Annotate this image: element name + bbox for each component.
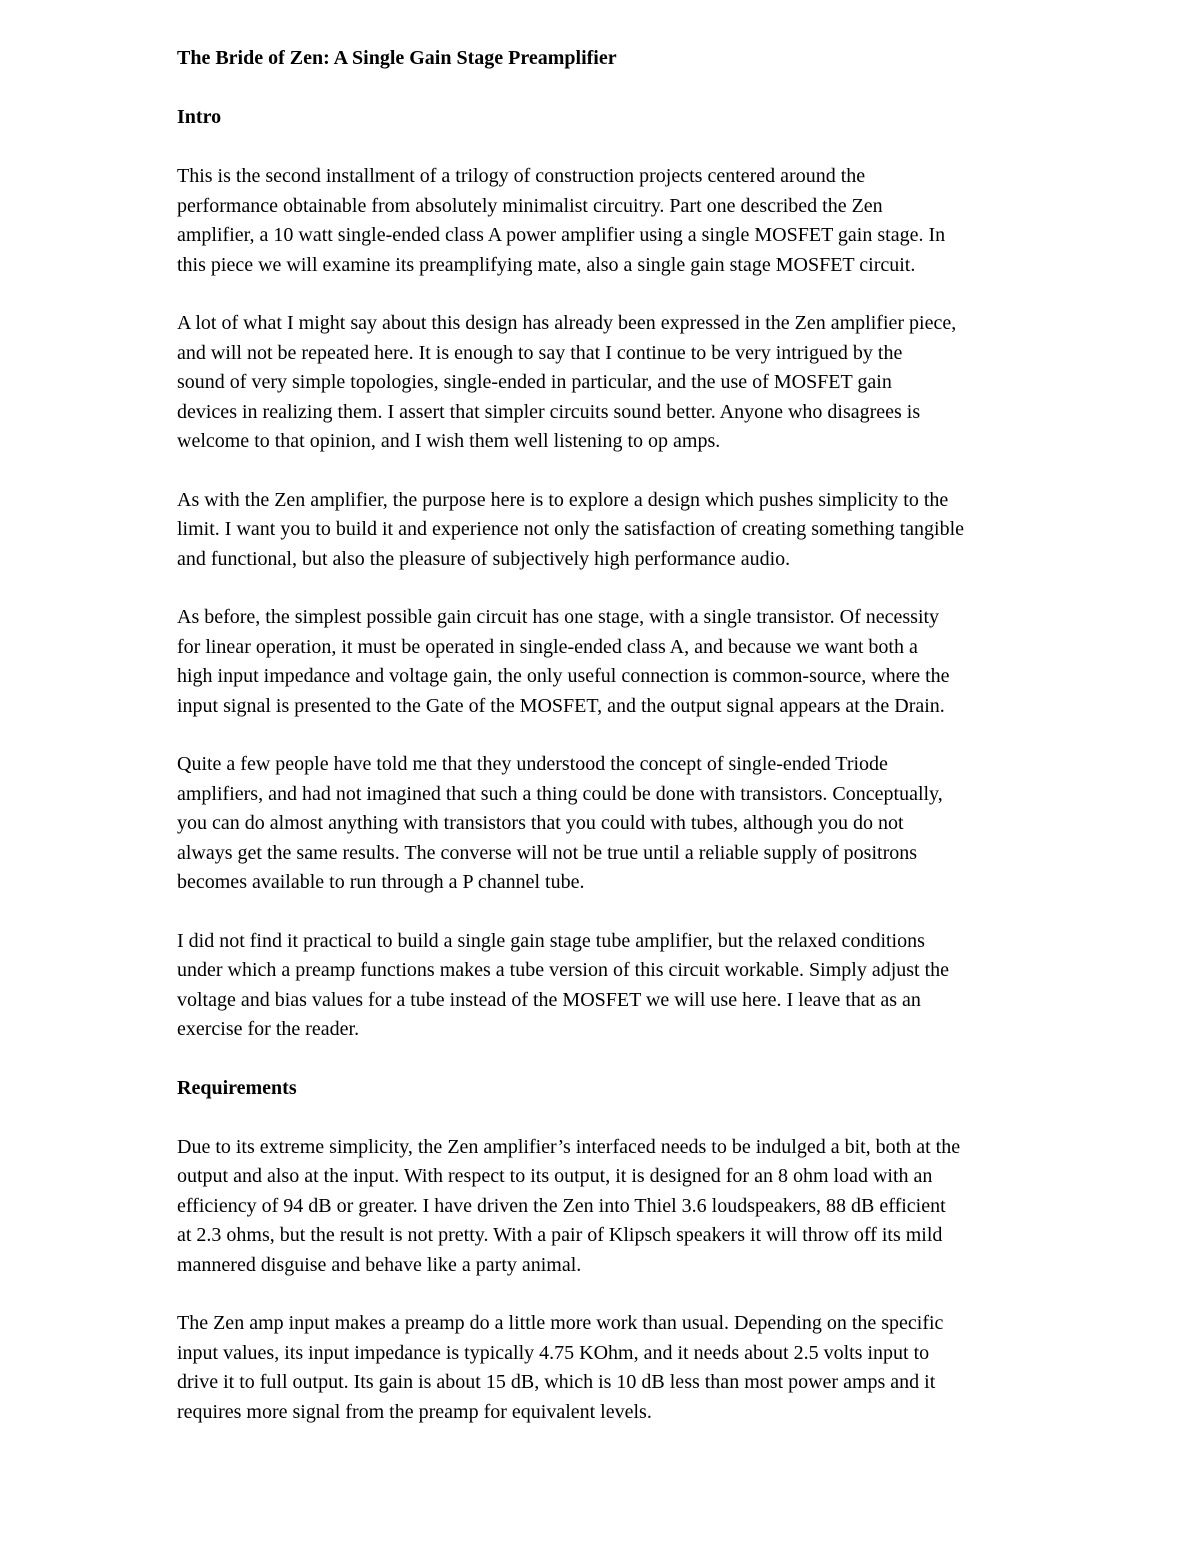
document-page xyxy=(177,44,1037,1456)
text-line: devices in realizing them. I assert that simpler circuits sound better. Anyone who disagrees is xyxy=(177,400,921,423)
text-line: voltage and bias values for a tube instead of the MOSFET we will use here. I leave that as an xyxy=(177,988,921,1011)
text-line: at 2.3 ohms, but the result is not pretty. With a pair of Klipsch speakers it will throw off its mild xyxy=(177,1224,943,1246)
text-line: drive it to full output. Its gain is about 15 dB, which is 10 dB less than most power amps and it xyxy=(177,1371,936,1393)
text-line: exercise for the reader. xyxy=(177,1018,360,1040)
paragraph xyxy=(177,309,1037,457)
text-line: and will not be repeated here. It is enough to say that I continue to be very intrigued by the xyxy=(177,341,903,364)
section-heading: Requirements xyxy=(177,1076,297,1099)
text-line: and functional, but also the pleasure of subjectively high performance audio. xyxy=(177,547,791,570)
text-line: The Zen amp input makes a preamp do a little more work than usual. Depending on the specific xyxy=(177,1312,944,1334)
text-line: amplifier, a 10 watt single-ended class A power amplifier using a single MOSFET gain stage. In xyxy=(177,224,946,246)
text-line: efficiency of 94 dB or greater. I have driven the Zen into Thiel 3.6 loudspeakers, 88 dB efficient xyxy=(177,1194,946,1217)
paragraph xyxy=(177,750,1037,898)
text-line: This is the second installment of a trilogy of construction projects centered around the xyxy=(177,165,866,187)
paragraph xyxy=(177,603,1037,721)
paragraph xyxy=(177,1309,1037,1427)
text-line: I did not find it practical to build a single gain stage tube amplifier, but the relaxed conditions xyxy=(177,929,925,952)
text-line: always get the same results. The converse will not be true until a reliable supply of positrons xyxy=(177,841,918,864)
text-line: Due to its extreme simplicity, the Zen amplifier’s interfaced needs to be indulged a bit, both at the xyxy=(177,1135,961,1158)
paragraph xyxy=(177,1133,1037,1281)
text-line: Quite a few people have told me that they understood the concept of single-ended Triode xyxy=(177,753,888,775)
text-line: sound of very simple topologies, single-ended in particular, and the use of MOSFET gain xyxy=(177,371,892,393)
text-line: welcome to that opinion, and I wish them well listening to op amps. xyxy=(177,430,721,452)
paragraph xyxy=(177,927,1037,1045)
text-line: you can do almost anything with transistors that you could with tubes, although you do not xyxy=(177,812,904,834)
text-line: amplifiers, and had not imagined that such a thing could be done with transistors. Conceptually, xyxy=(177,782,943,805)
paragraph xyxy=(177,162,1037,280)
text-line: becomes available to run through a P channel tube. xyxy=(177,871,585,893)
text-line: As with the Zen amplifier, the purpose here is to explore a design which pushes simplicity to the xyxy=(177,488,949,511)
paragraph xyxy=(177,486,1037,575)
text-line: input values, its input impedance is typically 4.75 KOhm, and it needs about 2.5 volts input to xyxy=(177,1341,930,1364)
text-line: under which a preamp functions makes a tube version of this circuit workable. Simply adjust the xyxy=(177,959,950,981)
document-body xyxy=(177,103,1037,1427)
section-heading: Intro xyxy=(177,106,222,128)
text-line: performance obtainable from absolutely minimalist circuitry. Part one described the Zen xyxy=(177,194,883,217)
text-line: input signal is presented to the Gate of the MOSFET, and the output signal appears at the Drain. xyxy=(177,694,945,717)
text-line: for linear operation, it must be operated in single-ended class A, and because we want both a xyxy=(177,635,918,658)
document-title: The Bride of Zen: A Single Gain Stage Preamplifier xyxy=(177,47,617,69)
text-line: high input impedance and voltage gain, the only useful connection is common-source, where the xyxy=(177,665,950,687)
text-line: As before, the simplest possible gain circuit has one stage, with a single transistor. Of necessity xyxy=(177,606,940,628)
text-line: limit. I want you to build it and experience not only the satisfaction of creating something tangible xyxy=(177,518,965,540)
text-line: requires more signal from the preamp for equivalent levels. xyxy=(177,1400,652,1423)
text-line: mannered disguise and behave like a party animal. xyxy=(177,1253,582,1276)
text-line: output and also at the input. With respect to its output, it is designed for an 8 ohm load with an xyxy=(177,1165,933,1187)
text-line: this piece we will examine its preamplifying mate, also a single gain stage MOSFET circuit. xyxy=(177,253,916,276)
text-line: A lot of what I might say about this design has already been expressed in the Zen amplifier piece, xyxy=(177,312,957,334)
